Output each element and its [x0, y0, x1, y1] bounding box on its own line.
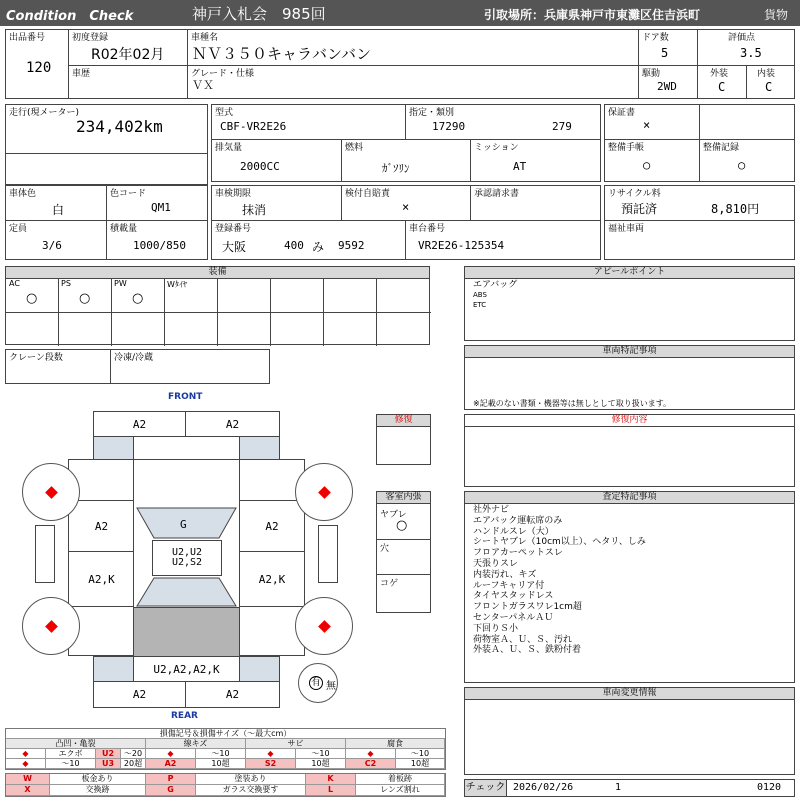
appeal-title: アピールポイント — [464, 266, 795, 279]
legend-group: 線キズ — [146, 739, 246, 749]
appeal-item: ETC — [473, 301, 487, 309]
equip-wtire: Wﾀｲﾔ — [167, 280, 187, 289]
legend-group: 腐食 — [346, 739, 445, 749]
load-cell: 積載量 1000/850 — [106, 220, 208, 260]
check-code: 0120 — [757, 782, 782, 793]
chassis-number: VR2E26-125354 — [418, 239, 505, 252]
equip-ps: PS — [61, 279, 71, 288]
panel-front-right-corner — [239, 436, 280, 460]
equip-ac-mark: ○ — [26, 291, 38, 306]
appeal-box — [464, 266, 795, 341]
check-date: 2026/02/26 — [513, 782, 574, 793]
cabin-tear: ヤブレ — [380, 510, 407, 520]
assessment-item: 内装汚れ、キズ — [473, 569, 537, 580]
repair-detail-title: 修復内容 — [464, 414, 795, 427]
tyre-front-left-icon — [22, 463, 80, 521]
mission-cell: ミッション AT — [470, 139, 601, 182]
change-title: 車両変更情報 — [464, 687, 795, 700]
reg-class: 400 — [284, 239, 304, 252]
assessment-title: 査定特記事項 — [464, 491, 795, 504]
grade-cell: グレード・仕様 ＶＸ — [187, 65, 639, 99]
appeal-item: ABS — [473, 291, 487, 299]
first-reg: R02年02月 — [91, 47, 165, 63]
first-reg-cell: 初度登録 R02年02月 — [68, 29, 188, 66]
welfare-cell: 福祉車両 — [604, 220, 795, 260]
drive: 2WD — [657, 80, 677, 93]
rear-window — [133, 576, 240, 608]
inspection-cell: 車検期限 抹消 — [211, 185, 342, 221]
approval-cell: 承認請求書 — [470, 185, 601, 221]
history-cell: 車歴 — [68, 65, 188, 99]
cabin-hole: 穴 — [380, 544, 390, 554]
reg-cell: 登録番号 大阪 400 み 9592 — [211, 220, 406, 260]
exterior-grade: C — [718, 80, 726, 94]
repair-detail-box — [464, 414, 795, 487]
designation-cell: 指定・類別 17290 279 — [405, 104, 601, 140]
windshield-grade: G — [180, 518, 187, 531]
reg-kana: み — [312, 240, 325, 254]
type-cell: 型式 CBF-VR2E26 — [211, 104, 406, 140]
interior-grade: C — [765, 80, 773, 94]
legend-group: 凸凹・亀裂 — [6, 739, 146, 749]
assessment-item: 荷物室Ａ、Ｕ、Ｓ、汚れ — [473, 634, 573, 645]
repair-box — [376, 414, 431, 465]
record-cell: 整備記録 ○ — [699, 139, 795, 182]
tyre-rear-left-icon — [22, 597, 80, 655]
assessment-item: 社外ナビ — [473, 505, 510, 515]
panel-rear-right-corner — [239, 656, 280, 682]
drive-cell: 駆動 2WD — [638, 65, 698, 99]
model-type: CBF-VR2E26 — [220, 120, 287, 133]
panel-left-front-door: A2 — [68, 500, 135, 552]
appeal-list — [473, 280, 517, 310]
lot-cell: 出品番号 120 — [5, 29, 69, 99]
check-num: 1 — [615, 782, 622, 793]
cabin-title: 客室内張 — [376, 491, 431, 504]
manual: ○ — [643, 158, 651, 172]
model-name: ＮＶ３５０キャラバンバン — [192, 45, 371, 63]
panel-hood — [133, 436, 240, 460]
panel-left-rear-door: A2,K — [68, 551, 135, 607]
mileage-blank — [5, 153, 208, 185]
mirror-right — [318, 525, 338, 583]
manual-cell: 整備手帳 ○ — [604, 139, 700, 182]
mileage-cell: 走行(現メーター) 234,402km — [5, 104, 208, 154]
displacement-cell: 排気量 2000CC — [211, 139, 342, 182]
warranty: × — [643, 118, 651, 132]
assessment-box — [464, 491, 795, 683]
equip-pw: PW — [114, 279, 127, 288]
reg-area: 大阪 — [222, 240, 247, 254]
panel-rear-right: A2 — [185, 681, 280, 708]
front-label: FRONT — [168, 392, 203, 402]
crane-cell: クレーン段数 — [5, 349, 111, 384]
mileage: 234,402km — [76, 117, 163, 136]
panel-front-left: A2 — [93, 411, 186, 437]
check-label: チェック — [465, 780, 507, 796]
reg-number: 9592 — [338, 239, 365, 252]
repair-title: 修復 — [376, 414, 431, 427]
grade: ＶＸ — [192, 79, 214, 92]
freezer-cell: 冷凍/冷蔵 — [110, 349, 270, 384]
tyre-front-right-icon — [295, 463, 353, 521]
panel-right-rear-door: A2,K — [239, 551, 305, 607]
recycle-cell: リサイクル料 預託済 8,810円 — [604, 185, 795, 221]
special-note: ※記載のない書類・機器等は無しとして取り扱います。 — [473, 399, 672, 408]
assessment-item: シートヤブレ（10cm以上）、ヘタリ、しみ — [473, 537, 646, 548]
mission: AT — [513, 160, 527, 173]
warranty-blank — [699, 104, 795, 140]
panel-front-left-corner — [93, 436, 134, 460]
panel-rear-left: A2 — [93, 681, 186, 708]
doors-cell: ドア数 5 — [638, 29, 698, 66]
displacement: 2000CC — [240, 160, 280, 173]
key-legend: W 板金あり P 塗装あり K 着板跡 X 交換跡 G ガラス交換要す L レンズ割れ — [5, 773, 446, 797]
header-bar — [0, 0, 800, 26]
assessment-item: 下回りＳ小 — [473, 623, 519, 634]
tyre-rear-right-icon — [295, 597, 353, 655]
score: 3.5 — [740, 46, 762, 60]
color-code: QM1 — [151, 201, 171, 214]
change-box — [464, 687, 795, 775]
assessment-item: ハンドルスレ（大） — [473, 526, 554, 537]
assessment-item: ルーフキャリア付 — [473, 580, 545, 591]
record: ○ — [738, 158, 746, 172]
capacity: 3/6 — [42, 239, 62, 252]
vehicle-category: 貨物 — [764, 8, 789, 22]
panel-front-right: A2 — [185, 411, 280, 437]
panel-roof: U2,U2 U2,S2 — [152, 540, 222, 576]
warranty-cell: 保証書 × — [604, 104, 700, 140]
assessment-item: タイヤスタッドレス — [473, 591, 554, 602]
mirror-left — [35, 525, 55, 583]
fuel-cell: 燃料 ｶﾞｿﾘﾝ — [341, 139, 471, 182]
check-row — [464, 779, 795, 797]
spare-none: 無 — [326, 681, 336, 692]
panel-cargo-floor — [133, 607, 240, 657]
panel-right-front-door: A2 — [239, 500, 305, 552]
assessment-item: 天張りスレ — [473, 558, 519, 569]
recycle-status: 預託済 — [621, 202, 658, 216]
designation: 17290 — [432, 120, 466, 133]
assessment-list — [473, 505, 646, 656]
pickup-location: 引取場所：兵庫県神戸市東灘区住吉浜町 — [484, 8, 701, 22]
cabin-burn: コゲ — [380, 579, 399, 589]
equipment-grid — [5, 278, 430, 345]
damage-legend: 損傷記号＆損傷サイズ（〜最大cm） 凸凹・亀裂 線キズ サビ 腐食 ◆ エクボ U2 〜20 ◆ 〜10 ◆ 〜10 ◆ 〜10 ◆ 〜10 U3 20超 A2 10超 S2 10超 C2 10超 — [5, 728, 446, 770]
sheet-title: Condition Check — [6, 9, 134, 24]
special-box — [464, 345, 795, 410]
vehicle-diagram — [0, 0, 1, 1]
body-color-cell: 車体色 白 — [5, 185, 107, 221]
color-code-cell: 色コード QM1 — [106, 185, 208, 221]
lot-number: 120 — [26, 60, 52, 76]
equip-pw-mark: ○ — [132, 291, 144, 306]
liability-cell: 検付自賠責 × — [341, 185, 471, 221]
assessment-item: センターパネルＡＵ — [473, 612, 554, 623]
recycle-fee: 8,810円 — [711, 202, 760, 216]
doors: 5 — [661, 46, 669, 60]
assessment-item: フロアカーペットスレ — [473, 548, 563, 559]
legend-group: サビ — [246, 739, 346, 749]
appeal-item: エアバッグ — [473, 280, 518, 290]
assessment-item: フロントガラスワレ1cm超 — [473, 602, 582, 613]
equip-ps-mark: ○ — [79, 291, 91, 306]
spare-yes: 有 — [311, 677, 321, 688]
rear-label: REAR — [171, 711, 198, 721]
panel-rear-left-corner — [93, 656, 134, 682]
category-no: 279 — [552, 120, 572, 133]
interior-cell: 内装 C — [746, 65, 795, 99]
score-cell: 評価点 3.5 — [697, 29, 795, 66]
model-cell: 車種名 ＮＶ３５０キャラバンバン — [187, 29, 639, 66]
inspection: 抹消 — [242, 203, 267, 217]
capacity-cell: 定員 3/6 — [5, 220, 107, 260]
equip-ac: AC — [9, 279, 20, 288]
cabin-box — [376, 491, 431, 613]
assessment-item: 外装Ａ、Ｕ、Ｓ、鉄粉付着 — [473, 645, 582, 656]
assessment-item: エアバック運転席のみ — [473, 515, 563, 526]
exterior-cell: 外装 C — [697, 65, 747, 99]
auction-name: 神戸入札会 985回 — [192, 5, 326, 23]
panel-rear-bumper: U2,A2,A2,K — [133, 656, 240, 682]
fuel: ｶﾞｿﾘﾝ — [382, 162, 410, 175]
liability: × — [402, 200, 410, 214]
chassis-cell: 車台番号 VR2E26-125354 — [405, 220, 601, 260]
legend-title: 損傷記号＆損傷サイズ（〜最大cm） — [6, 729, 445, 739]
body-color: 白 — [52, 203, 65, 217]
cabin-tear-mark: ○ — [396, 518, 408, 533]
load: 1000/850 — [133, 239, 186, 252]
equipment-title: 装備 — [5, 266, 430, 279]
special-title: 車両特記事項 — [464, 345, 795, 358]
